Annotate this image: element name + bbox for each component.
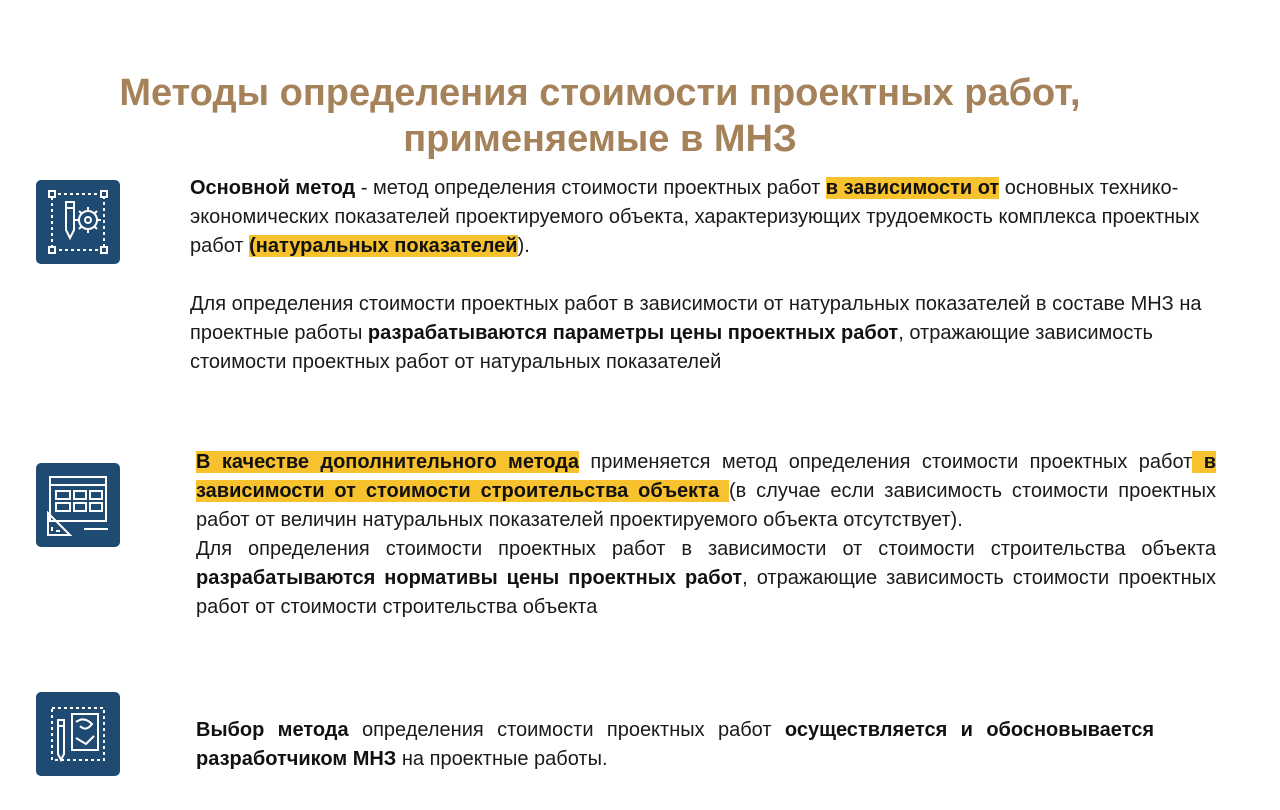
text-fragment: определения стоимости проектных работ <box>348 719 785 741</box>
text-fragment: Для определения стоимости проектных работ в зависимости от натуральных показателей в составе МНЗ на проектные работы <box>190 293 1202 344</box>
additional-method-details <box>196 535 1216 622</box>
highlight: (натуральных показателей <box>249 235 518 257</box>
bold-phrase: разрабатываются нормативы цены проектных работ <box>196 567 743 589</box>
text-fragment: применяется метод определения стоимости проектных работ <box>579 451 1193 473</box>
highlight: В качестве дополнительного метода <box>196 451 579 473</box>
text-fragment: , отражающие зависимость стоимости проектных работ от натуральных показателей <box>190 322 1153 373</box>
highlight: в зависимости от <box>825 177 1000 199</box>
additional-method-paragraph <box>196 448 1216 535</box>
section-main-method <box>190 174 1214 377</box>
text-fragment: на проектные работы. <box>396 748 608 770</box>
design-tools-icon <box>36 180 120 264</box>
text-fragment: (в случае если зависимость стоимости проектных работ от величин натуральных показателей проектируемого объекта отсутствует). <box>196 480 1216 531</box>
title-line-2: применяемые в МНЗ <box>403 118 797 160</box>
main-method-paragraph <box>190 174 1214 261</box>
text-fragment: - метод определения стоимости проектных работ <box>355 177 826 199</box>
method-choice-paragraph <box>196 716 1154 774</box>
bold-phrase: Выбор метода <box>196 719 349 741</box>
page-title <box>0 70 1200 162</box>
bold-phrase: разрабатываются параметры цены проектных работ <box>367 322 899 344</box>
highlight: в зависимости от стоимости строительства объекта <box>196 451 1216 502</box>
text-fragment: основных технико-экономических показателей проектируемого объекта, характеризующих трудоемкость комплекса проектных работ <box>190 177 1200 257</box>
section-additional-method <box>196 448 1216 622</box>
bold-phrase: осуществляется и обосновывается разработчиком МНЗ <box>196 719 1154 770</box>
blueprint-ruler-icon <box>36 463 120 547</box>
text-fragment: ). <box>517 235 530 257</box>
document-pen-icon <box>36 692 120 776</box>
title-line-1: Методы определения стоимости проектных работ, <box>119 72 1081 114</box>
text-fragment: , отражающие зависимость стоимости проектных работ от стоимости строительства объекта <box>196 567 1216 618</box>
text-fragment: Для определения стоимости проектных работ в зависимости от стоимости строительства объекта <box>196 538 1216 560</box>
main-method-details <box>190 290 1214 377</box>
section-method-choice <box>196 716 1154 774</box>
main-method-label: Основной метод <box>190 177 356 199</box>
